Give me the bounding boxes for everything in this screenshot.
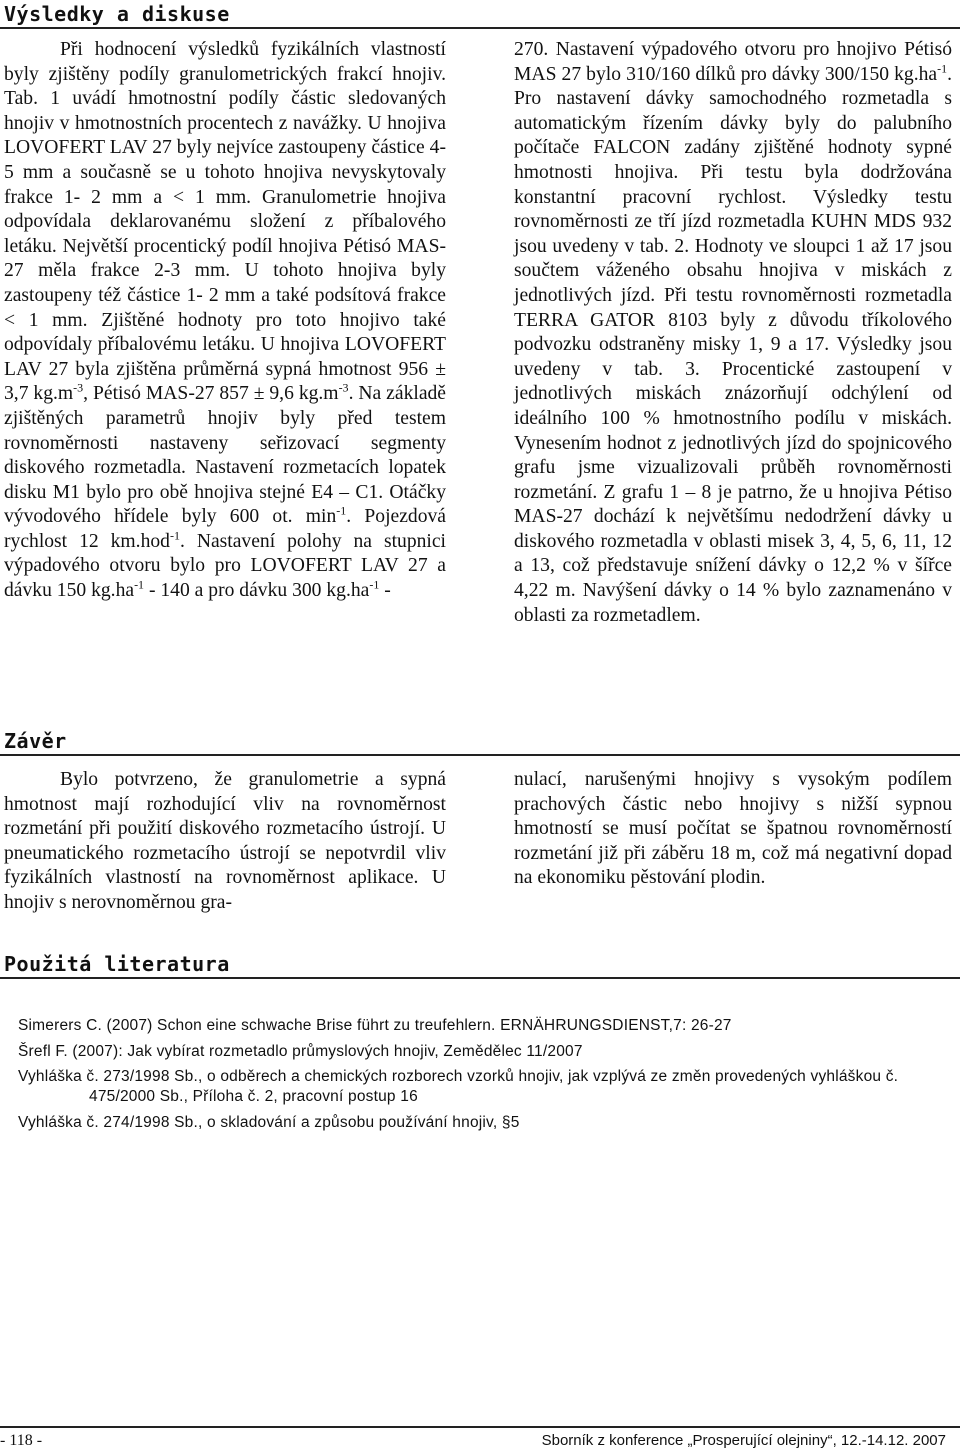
reference-item: Vyhláška č. 274/1998 Sb., o skladování a způsobu používání hnojiv, §5 [18, 1113, 520, 1131]
reference-item: Simerers C. (2007) Schon eine schwache Brise führt zu treufehlern. ERNÄHRUNGSDIENST,7: 26-27 [18, 1017, 732, 1034]
results-right-column [514, 38, 952, 628]
conclusion-paragraph-continued: nulací, narušenými hnojivy s vysokým podílem prachových částic nebo hnojivy s nižší sypnou hmotností se musí počítat se špatnou rovnoměrností rozmetání již při záběru 18 m, což má negativní dopad na ekonomiku pěstování plodin. [514, 769, 952, 889]
reference-list [18, 1016, 948, 1138]
section-heading-literature: Použitá literatura [4, 952, 230, 976]
results-left-column [4, 38, 446, 604]
proceedings-title: Sborník z konference „Prosperující olejniny“, 12.-14.12. 2007 [541, 1432, 946, 1449]
section-heading-conclusion: Závěr [4, 729, 67, 753]
heading-rule [0, 754, 960, 756]
footer-rule [0, 1426, 960, 1428]
conclusion-paragraph: Bylo potvrzeno, že granulometrie a sypná hmotnost mají rozhodující vliv na rovnoměrnost rozmetání při použití diskového rozmetacího ústrojí. U pneumatického rozmetacího ústrojí se nepotvrdil vliv fyzikálních vlastností na rovnoměrnost aplikace. U hnojiv s nerovnoměrnou gra- [4, 769, 446, 913]
heading-rule [0, 977, 960, 979]
results-paragraph-continued: 270. Nastavení výpadového otvoru pro hnojivo Pétisó MAS 27 bylo 310/160 dílků pro dávky 300/150 $kg.ha^{-1}$. Pro nastavení dávky samochodného rozmetadla s automatickým řízením dávky byly do palubního počítače FALCON zadány zjištěné hodnoty sypné hmotnosti hnojiva. Při testu byla dodržována konstantní pracovní rychlost. Výsledky testu rovnoměrnosti ze tří jízd rozmetadla KUHN MDS 932 jsou uvedeny v tab. 2. Hodnoty ve sloupci 1 až 17 jsou součtem váženého obsahu hnojiva v miskách z jednotlivých jízd. Při testu rovnoměrnosti rozmetadla TERRA GATOR 8103 byly z důvodu tříkolového podvozku odstraněny misky 1, 9 a 17. Výsledky jsou uvedeny v tab. 3. Procentické zastoupení v jednotlivých miskách znázorňují odchýlení od ideálního 100 % hmotnostního podílu v miskách. Vynesením hodnot z jednotlivých jízd do spojnicového grafu jsme vizualizovali průběh rovnoměrnosti rozmetání. Z grafu 1 – 8 je patrno, že u hnojiva Pétiso MAS-27 dochází k největšímu nedodržení dávky u diskového rozmetadla v oblasti misek 3, 4, 5, 6, 11, 12 a 13, což představuje snížení dávky o 12,2 % v šířce 4,22 m. Navýšení dávky o 14 % bylo zaznamenáno v oblasti za rozmetadlem. [514, 39, 952, 626]
conclusion-left-column [4, 768, 446, 916]
conclusion-right-column [514, 768, 952, 891]
heading-rule [0, 27, 960, 29]
page-number: - 118 - [0, 1432, 43, 1449]
reference-item: Šrefl F. (2007): Jak vybírat rozmetadlo průmyslových hnojiv, Zemědělec 11/2007 [18, 1042, 583, 1060]
results-paragraph: Při hodnocení výsledků fyzikálních vlastností byly zjištěny podíly granulometrických frakcí hnojiv. Tab. 1 uvádí hmotnostní podíly částic sledovaných hnojiv v hmotnostních procentech z navážky. U hnojiva LOVOFERT LAV 27 byly nejvíce zastoupeny částice 4-5 mm a současně se u tohoto hnojiva nevyskytovaly frakce 1- 2 mm a < 1 mm. Granulometrie hnojiva odpovídala deklarovanému složení z příbalového letáku. Největší procentický podíl hnojiva Pétisó MAS- 27 měla frakce 2-3 mm. U tohoto hnojiva byly zastoupeny též částice 1- 2 mm a také podsítová frakce < 1 mm. Zjištěné hodnoty pro toto hnojivo také odpovídaly příbalovému letáku. U hnojiva LOVOFERT LAV 27 byla zjištěna průměrná sypná hmotnost 956 ± 3,7 $kg.m^{-3}$, Pétisó MAS-27 857 ± 9,6 $kg.m^{-3}$. Na základě zjištěných parametrů hnojiv byly před testem rovnoměrnosti nastaveny seřizovací segmenty diskového rozmetadla. Nastavení rozmetacích lopatek disku M1 bylo pro obě hnojiva stejné E4 – C1. Otáčky vývodového hřídele byly 600 ot. $\min^{-1}$. Pojezdová rychlost 12 km.hod$^{-1}$. Nastavení polohy na stupnici výpadového otvoru bylo pro LOVOFERT LAV 27 a dávku 150 $kg.ha^{-1} - 140$ a pro dávku 300 $kg.ha^{-1}$ - [4, 39, 447, 602]
section-heading-results: Výsledky a diskuse [4, 2, 230, 26]
reference-item: Vyhláška č. 273/1998 Sb., o odběrech a chemických rozborech vzorků hnojiv, jak vzplývá ze změn provedených vyhláškou č. 475/2000 Sb., Příloha č. 2, pracovní postup 16 [18, 1068, 899, 1105]
